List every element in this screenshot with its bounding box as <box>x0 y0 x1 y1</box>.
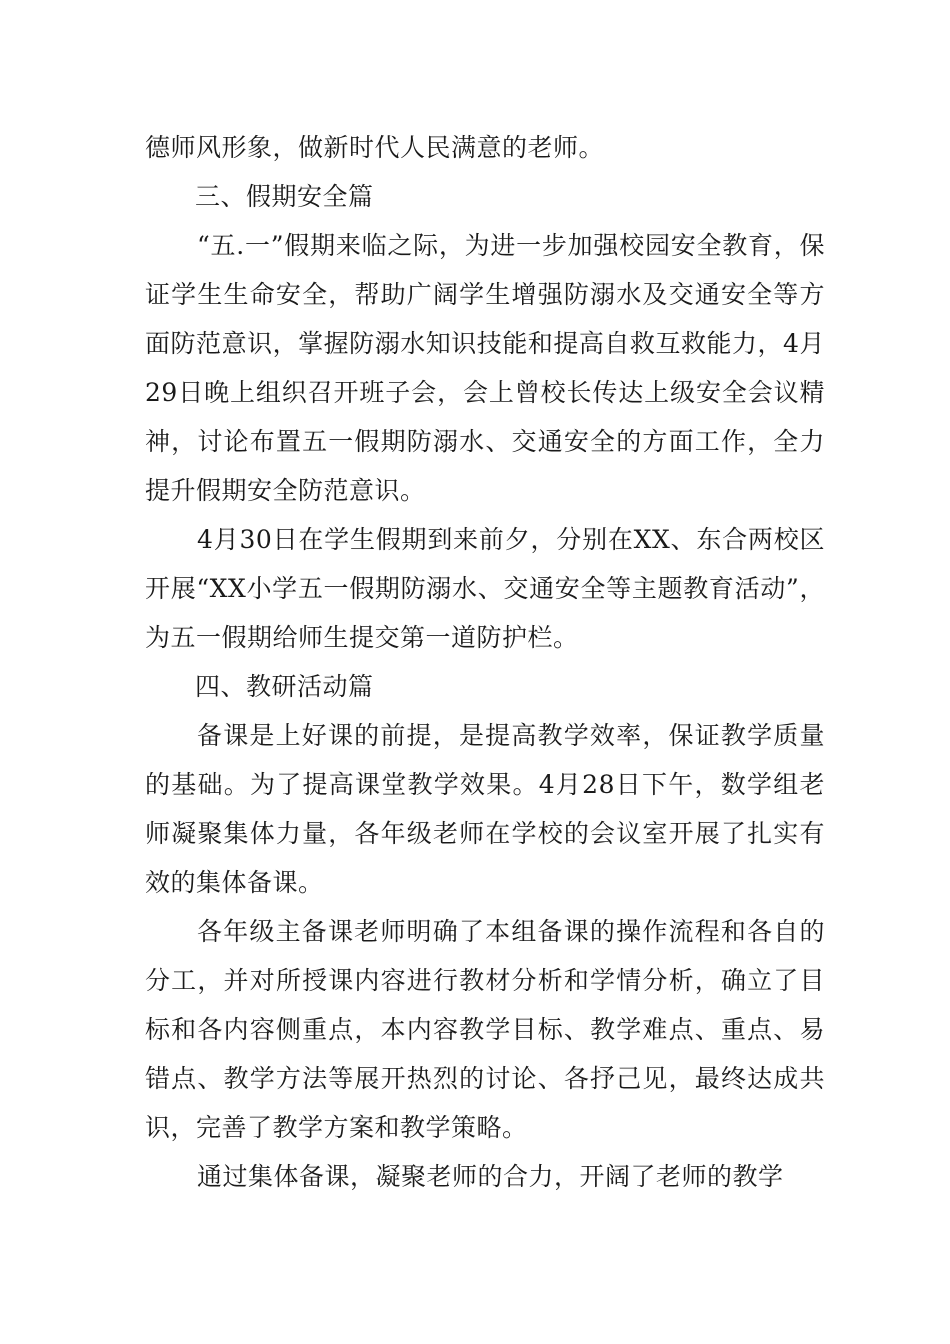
paragraph-collective-preparation: 通过集体备课，凝聚老师的合力，开阔了老师的教学 <box>197 1162 784 1191</box>
paragraph-continuation: 德师风形象，做新时代人民满意的老师。 <box>145 133 605 162</box>
paragraph-may-day-safety: “五.一”假期来临之际，为进一步加强校园安全教育，保证学生生命安全，帮助广阔学生增强防溺水及交通安全等方面防范意识，掌握防溺水知识技能和提高自救互救能力，4月29日晚上组织召开班子会，会上曾校长传达上级安全会议精神，讨论布置五一假期防溺水、交通安全的方面工作，全力提升假期安全防范意识。 <box>145 231 825 505</box>
document-body <box>145 123 825 1201</box>
paragraph-lesson-preparation: 备课是上好课的前提，是提高教学效率，保证教学质量的基础。为了提高课堂教学效果。4月28日下午，数学组老师凝聚集体力量，各年级老师在学校的会议室开展了扎实有效的集体备课。 <box>145 721 825 897</box>
section-heading-holiday-safety: 三、假期安全篇 <box>195 182 374 211</box>
section-heading-teaching-research: 四、教研活动篇 <box>195 672 374 701</box>
paragraph-grade-teachers: 各年级主备课老师明确了本组备课的操作流程和各自的分工，并对所授课内容进行教材分析和学情分析，确立了目标和各内容侧重点，本内容教学目标、教学难点、重点、易错点、教学方法等展开热烈的讨论、各抒己见，最终达成共识，完善了教学方案和教学策略。 <box>145 917 825 1142</box>
paragraph-april-30-activity: 4月30日在学生假期到来前夕，分别在XX、东合两校区开展“XX小学五一假期防溺水、交通安全等主题教育活动”，为五一假期给师生提交第一道防护栏。 <box>145 525 825 652</box>
